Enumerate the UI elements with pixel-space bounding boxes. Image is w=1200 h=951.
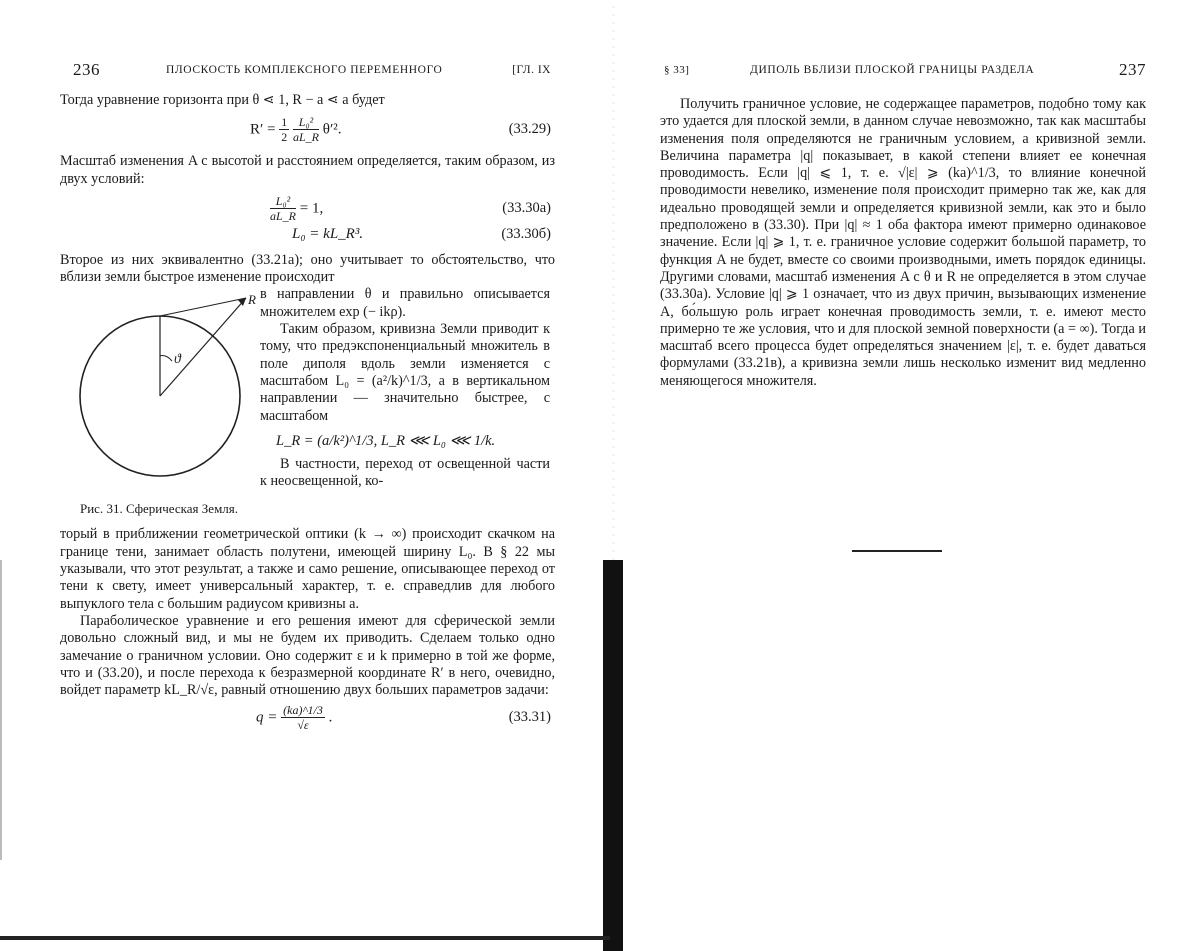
running-title: ДИПОЛЬ ВБЛИЗИ ПЛОСКОЙ ГРАНИЦЫ РАЗДЕЛА [750,64,1035,76]
running-head-right [660,58,1146,82]
equation-lhs: R′ = [250,121,280,138]
figure-block [60,286,555,526]
paragraph: Второе из них эквивалентно (33.21а); оно учитывает то обстоятельство, что вблизи земли быстрое изменение происходит [60,251,555,286]
fraction-numerator: L₀² [293,115,319,130]
equation-body: L₀ = kL_R³. [292,225,364,242]
figure-spherical-earth [68,286,258,526]
fraction-denominator: √ε [297,718,309,733]
fraction-numerator: 1 [281,115,288,130]
angle-label: ϑ [174,352,181,368]
page-edge [0,936,610,940]
page-number: 237 [1119,60,1146,79]
page-number: 236 [73,60,100,79]
equation-body [250,115,341,145]
paragraph: В частности, переход от освещенной части к неосвещенной, ко- [260,456,550,490]
equation-lhs: q = [256,709,282,726]
fraction-denominator: 2 [281,130,288,145]
fraction-denominator: aL_R [293,130,320,145]
chapter-marker: [ГЛ. IX [512,64,551,76]
figure-caption: Рис. 31. Сферическая Земля. [79,501,239,517]
running-head-left [60,58,555,82]
equation-number: (33.31) [508,709,551,726]
fraction [293,115,319,145]
fraction [279,115,289,145]
fraction-numerator: (ka)^1/3 [283,703,323,718]
fraction [270,194,296,224]
paragraph: Тогда уравнение горизонта при θ ⋖ 1, R − a ⋖ a будет [60,92,385,108]
equation-33-29 [60,109,555,153]
paragraph: Получить граничное условие, не содержащее параметров, подобно тому как это удается для плоской земли, в данном случае невозможно, так как масштабы изменения поля определяются не граничным условием, а кривизной земли. Величина параметра |q| показывает, в какой степени влияет ее конечная проводимость. Если |q| ⩽ 1, т. е. √|ε| ⩾ (ka)^1/3, то влияние конечной проводимости невелико, изменение поля происходит примерно так же, как для идеально проводящей земли и определяется кривизной земли, как это и было предположено в (33.30). При |q| ≈ 1 оба фактора имеют примерно одинаковое значение. Если |q| ⩾ 1, т. е. граничное условие содержит большой параметр, то функция A не будет, вместе со своими производными, иметь порядок единицы. Другими словами, масштаб изменения A с θ и R не определяется в этом случае (33.30а). Условие |q| ⩾ 1 означает, что из двух причин, вызывающих изменение A, бо́льшую роль играет конечная проводимость земли, т. е. имеют место примерно те же условия, что и для плоской земной поверхности (a = ∞). Тогда и масштаб всего процесса будет определяться значением |ε|, т. е. будет даваться формулами (33.21в), а кривизна земли лишь несколько изменит вид медленно меняющегося множителя. [660,96,1146,389]
equation-33-30b [60,224,555,252]
paragraph: в направлении θ и правильно описывается множителем exp (− ikρ). [260,286,550,320]
equation-body [256,703,332,733]
paragraph: Параболическое уравнение и его решения имеют для сферической земли довольно сложный вид, и мы не будем их приводить. Сделаем только одно замечание о граничном условии. Оно содержит ε и k примерно в той же форме, что и (33.20), и после перехода к безразмерной координате R′ в него, очевидно, войдет параметр kL_R/√ε, равный отношению двух больших параметров задачи: [60,612,555,699]
page-edge-left [0,560,2,860]
equation-tail: . [328,709,333,726]
sphere-diagram [68,286,258,496]
paragraph: Масштаб изменения A с высотой и расстоянием определяется, таким образом, из двух условий: [60,153,555,187]
gutter-shadow [612,0,615,600]
equation-number: (33.29) [508,121,551,138]
equation-tail: θ′². [322,121,342,138]
right-page [660,58,1146,390]
wrapped-text [260,286,550,490]
paragraph: Таким образом, кривизна Земли приводит к тому, что предэкспоненциальный множитель в поле диполя вдоль земли изменяется с масштабом L₀ = (a²/k)^1/3, а в вертикальном направлении — значительно быстрее, с масштабом [260,321,550,424]
fraction-numerator: L₀² [270,194,296,209]
inline-equation: L_R = (a/k²)^1/3, L_R ⋘ L₀ ⋘ 1/k. [276,432,496,449]
fraction [281,703,325,733]
section-marker: § 33] [664,64,690,76]
running-title: ПЛОСКОСТЬ КОМПЛЕКСНОГО ПЕРЕМЕННОГО [166,64,443,76]
book-spine [603,560,623,951]
fraction-denominator: aL_R [270,208,297,223]
paragraph: торый в приближении геометрической оптики (k → ∞) происходит скачком на границе тени, занимает область полутени, имеющей ширину L₀. В § 22 мы указывали, что этот результат, а также и само решение, описывающее переход от тени к свету, имеет универсальный характер, т. е. справедлив для любого выпуклого тела с большим радиусом кривизны a. [60,526,555,612]
end-rule [852,550,942,552]
equation-body [270,194,323,224]
equation-number: (33.30а) [502,199,551,216]
radius-label: R [248,292,256,308]
equation-33-30a [60,188,555,224]
equation-33-31 [60,699,555,745]
equation-tail: = 1, [299,200,324,217]
left-page [60,58,555,745]
equation-number: (33.30б) [501,225,551,242]
